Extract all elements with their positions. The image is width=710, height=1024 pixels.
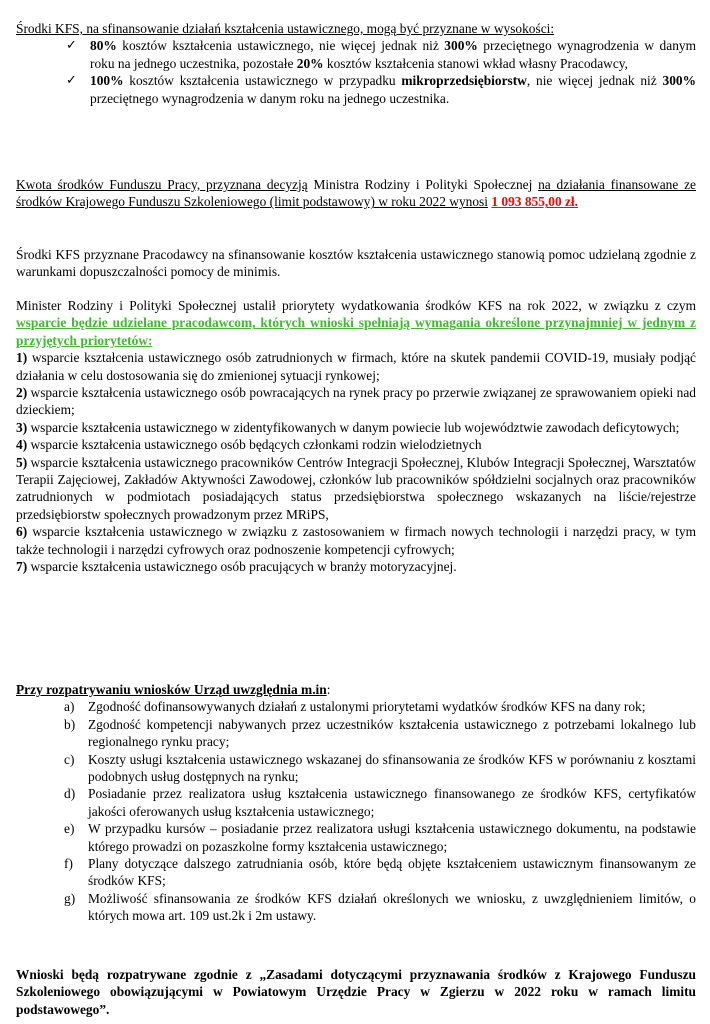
priorities-highlight: wsparcie będzie udzielane pracodawcom, których wnioski spełniają wymagania określone przynajmniej w jednym z przyjętych priorytetów: bbox=[16, 315, 696, 348]
criteria-heading: Przy rozpatrywaniu wniosków Urząd uwzględnia m.in: bbox=[16, 682, 331, 697]
intro-text: Środki KFS, na sfinansowanie działań kształcenia ustawicznego, mogą być przyznane w wysokości: bbox=[16, 21, 555, 36]
intro-section bbox=[16, 20, 696, 107]
criteria-section bbox=[16, 681, 696, 925]
priority-item-6: 6) wsparcie kształcenia ustawicznego w związku z zastosowaniem w firmach nowych technologii i narzędzi pracy, w tym także technologii i narzędzi cyfrowych oraz podnoszenie kompetencji cyfrowych; bbox=[16, 524, 696, 557]
priority-item-7: 7) wsparcie kształcenia ustawicznego osób pracujących w branży motoryzacyjnej. bbox=[16, 559, 457, 575]
criteria-item-g: g) Możliwość sfinansowania ze środków KFS działań określonych we wniosku, z uwzględnieniem limitów, o których mowa art. 109 ust.2k i 2m ustawy. bbox=[64, 890, 696, 924]
fund-amount-section bbox=[16, 176, 696, 211]
priority-item-2: 2) wsparcie kształcenia ustawicznego osób powracających na rynek pracy po przerwie związanej ze sprawowaniem opieki nad dzieckiem; bbox=[16, 385, 696, 418]
criteria-item-d: d) Posiadanie przez realizatora usług kształcenia ustawicznego finansowanego ze środków KFS, certyfikatów jakości oferowanych usług kształcenia ustawicznego; bbox=[64, 786, 696, 819]
closing-paragraph: Wnioski będą rozpatrywane zgodnie z „Zasadami dotyczącymi przyznawania środków z Krajowego Funduszu Szkoleniowego obowiązującymi w Powiatowym Urzędzie Pracy w Zgierzu w 2022 roku w ramach limitu podstawowego”. bbox=[16, 967, 696, 1017]
criteria-item-f: f) Plany dotyczące dalszego zatrudniania osób, które będą objęte kształceniem ustawicznym finansowanym ze środków KFS; bbox=[64, 856, 696, 889]
criteria-item-a: a) Zgodność dofinansowywanych działań z ustalonymi priorytetami wydatków środków KFS na dany rok; bbox=[64, 699, 646, 715]
priority-item-1: 1) wsparcie kształcenia ustawicznego osób zatrudnionych w firmach, które na skutek pandemii COVID-19, musiały podjąć działania w celu dostosowania się do zmienionej sytuacji rynkowej; bbox=[16, 350, 696, 383]
priority-item-5: 5) wsparcie kształcenia ustawicznego pracowników Centrów Integracji Społecznej, Klubów Integracji Społecznej, Warsztatów Terapii Zajęciowej, Zakładów Aktywności Zawodowej, członków lub pracowników spółdzielni socjalnych oraz pracowników zatrudnionych w podmiotach posiadających status przedsiębiorstwa społecznego wskazanych na liście/rejestrze przedsiębiorstw społecznych prowadzonym przez MRiPS, bbox=[16, 454, 696, 522]
checkmark-icon: ✓ bbox=[66, 38, 77, 54]
fund-amount-paragraph: Kwota środków Funduszu Pracy, przyznana decyzją Ministra Rodziny i Polityki Społecznej na działania finansowane ze środków Krajowego Funduszu Szkoleniowego (limit podstawowy) w roku 2022 wynosi 1 093 855,00 zł. bbox=[16, 177, 696, 210]
priority-item-4: 4) wsparcie kształcenia ustawicznego osób będących członkami rodzin wielodzietnych bbox=[16, 437, 482, 453]
priorities-lead: Minister Rodziny i Polityki Społecznej ustalił priorytety wydatkowania środków KFS na rok 2022, w związku z czym wsparcie będzie udzielane pracodawcom, których wnioski spełniają wymagania określone przynajmniej w jednym z przyjętych priorytetów: bbox=[16, 298, 696, 348]
fund-amount-value: 1 093 855,00 zł. bbox=[491, 194, 579, 210]
check-item-1: ✓ 80% kosztów kształcenia ustawicznego, nie więcej jednak niż 300% przeciętnego wynagrodzenia w danym roku na jednego uczestnika, pozostałe 20% kosztów kształcenia stanowi wkład własny Pracodawcy, bbox=[66, 38, 696, 71]
de-minimis-paragraph: Środki KFS przyznane Pracodawcy na sfinansowanie kosztów kształcenia ustawicznego stanowią pomoc udzielaną zgodnie z warunkami dopuszczalności pomocy de minimis. bbox=[16, 247, 696, 280]
check-item-2: ✓ 100% kosztów kształcenia ustawicznego w przypadku mikroprzedsiębiorstw, nie więcej jednak niż 300% przeciętnego wynagrodzenia w danym roku na jednego uczestnika. bbox=[66, 73, 696, 106]
checkmark-icon: ✓ bbox=[66, 73, 77, 89]
closing-section bbox=[16, 966, 696, 1018]
criteria-item-c: c) Koszty usługi kształcenia ustawicznego wskazanej do sfinansowania ze środków KFS w porównaniu z kosztami podobnych usług dostępnych na rynku; bbox=[64, 751, 696, 785]
criteria-item-b: b) Zgodność kompetencji nabywanych przez uczestników kształcenia ustawicznego z potrzebami lokalnego lub regionalnego rynku pracy; bbox=[64, 716, 696, 750]
de-minimis-section bbox=[16, 246, 696, 281]
priorities-section bbox=[16, 297, 696, 576]
priority-item-3: 3) wsparcie kształcenia ustawicznego w zidentyfikowanych w danym powiecie lub województwie zawodach deficytowych; bbox=[16, 419, 680, 435]
criteria-item-e: e) W przypadku kursów – posiadanie przez realizatora usługi kształcenia ustawicznego dokumentu, na podstawie którego prowadzi on pozaszkolne formy kształcenia ustawicznego; bbox=[64, 821, 696, 854]
